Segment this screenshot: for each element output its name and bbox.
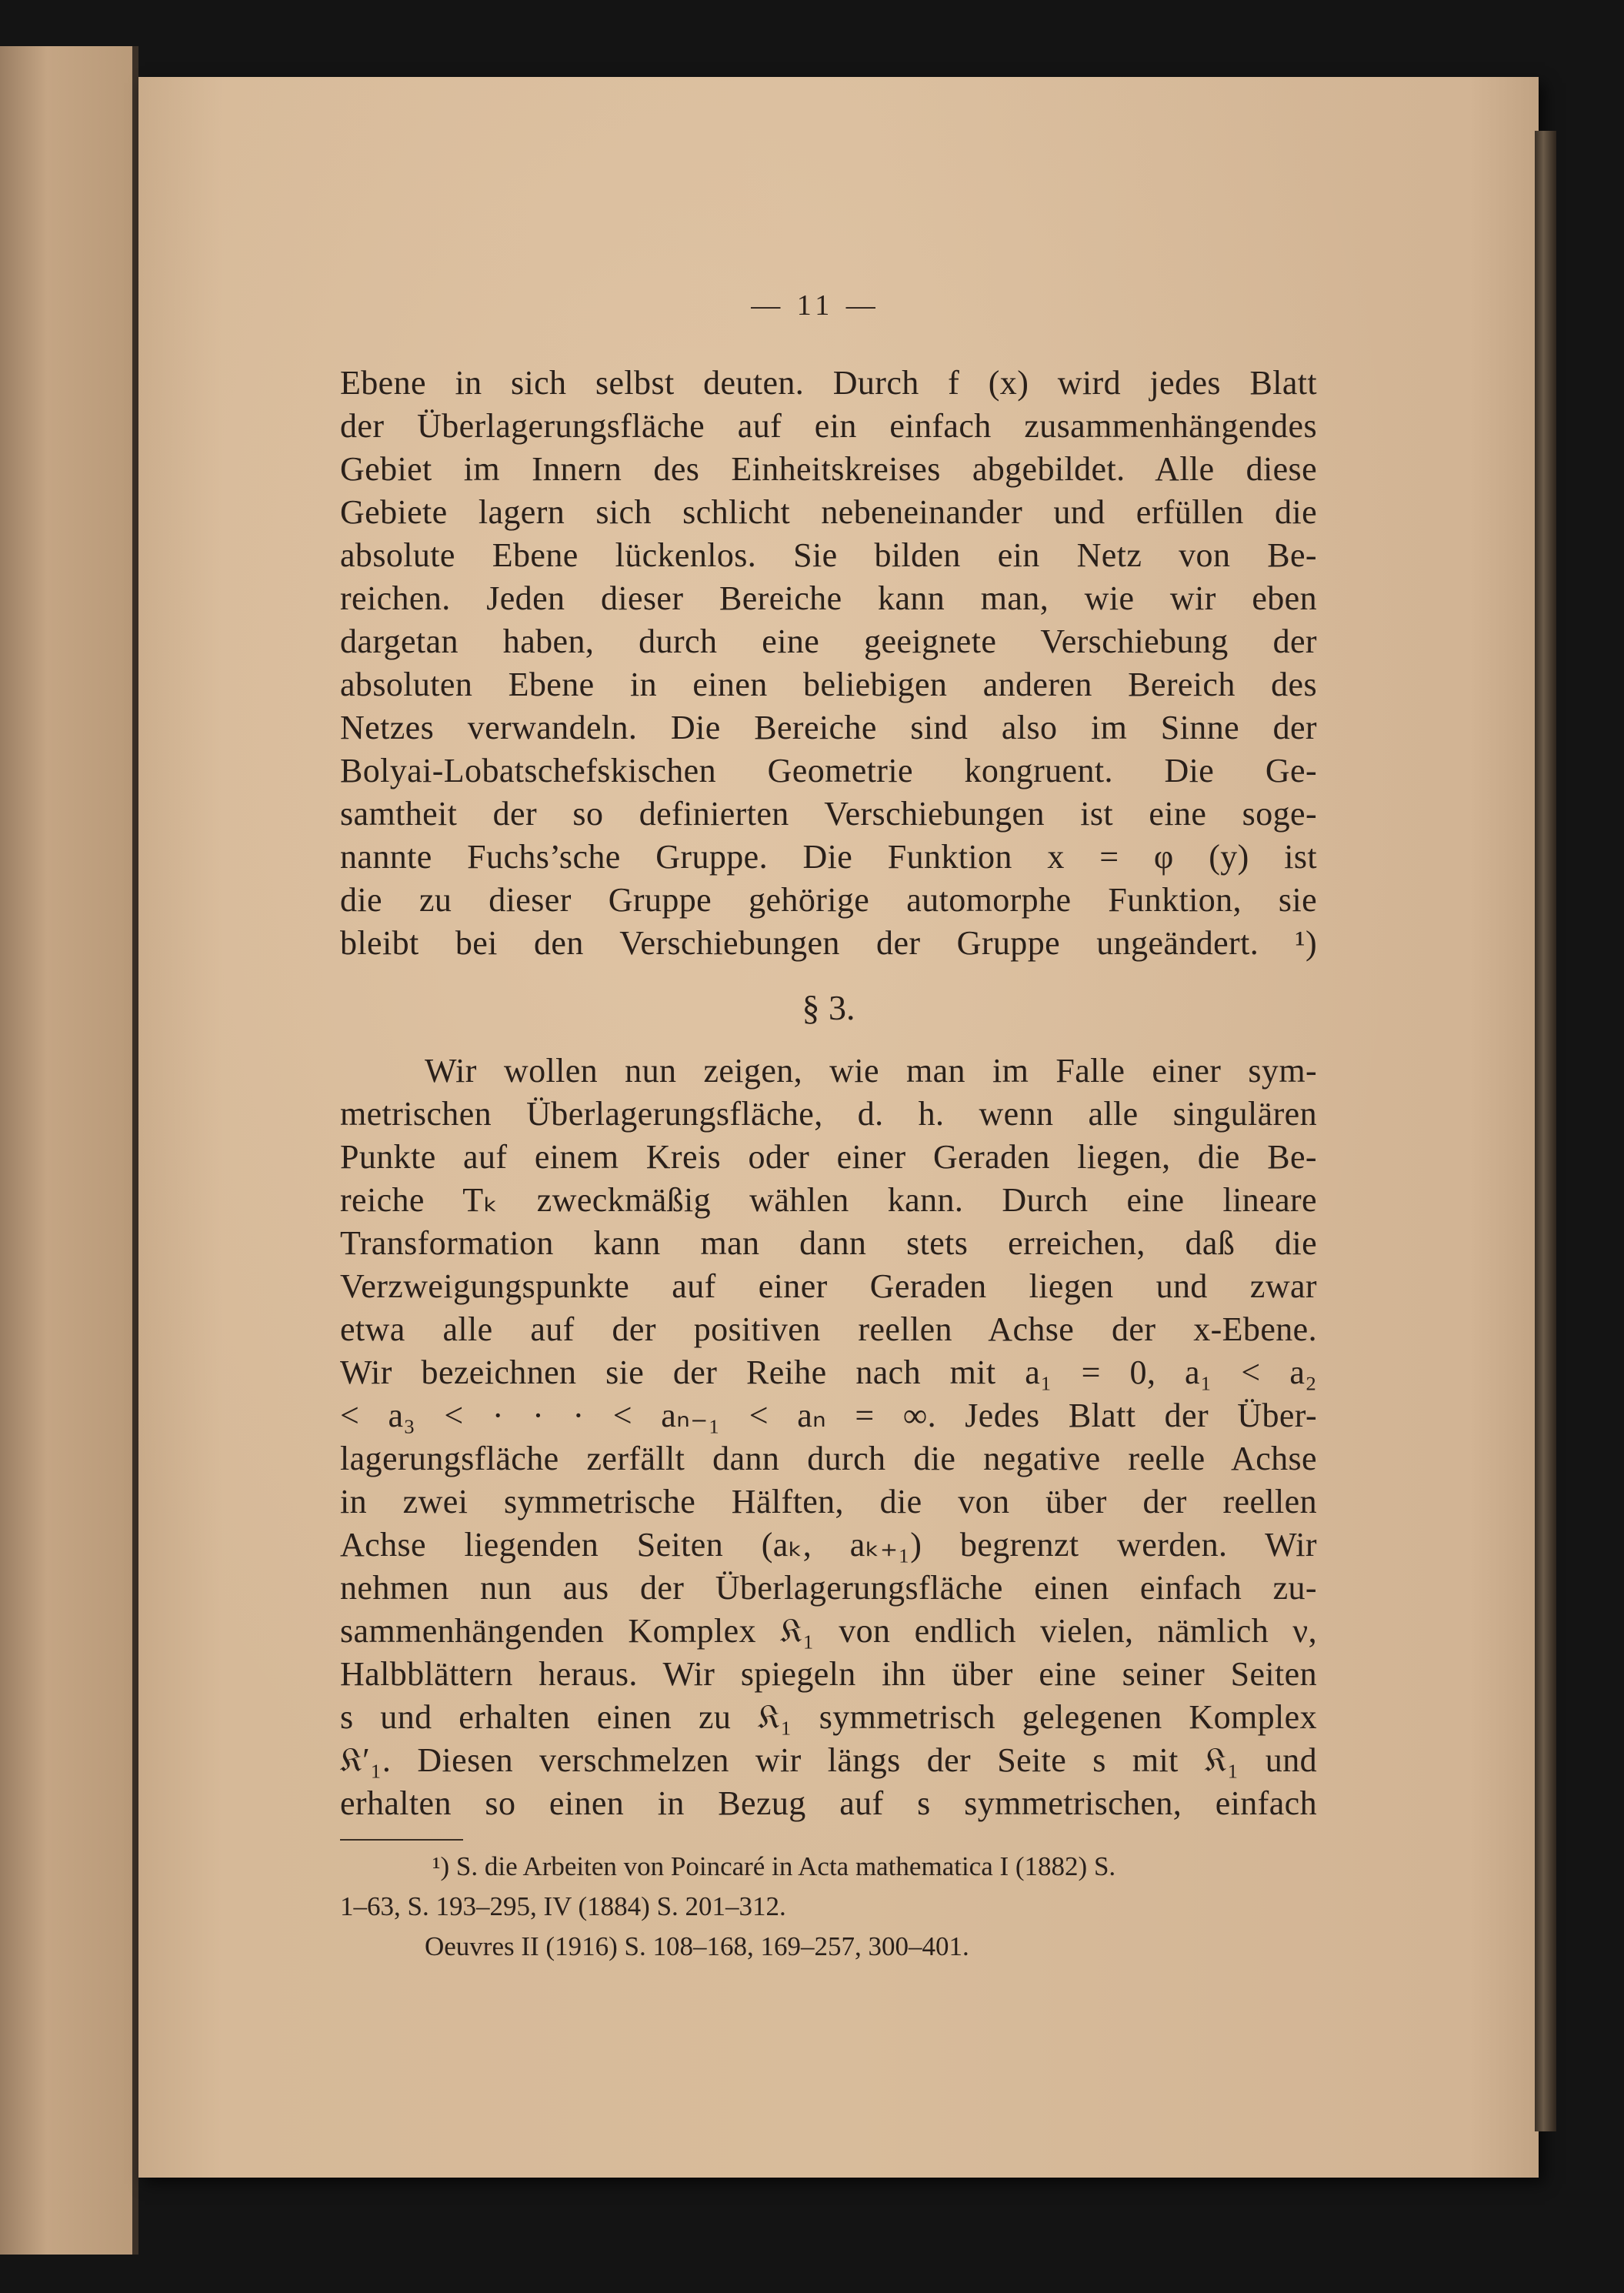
paragraph-2 bbox=[340, 1050, 1317, 1825]
text-line: sammenhängenden Komplex 𝔎₁ von endlich vielen, nämlich ν, bbox=[340, 1612, 1317, 1650]
facing-page-edge bbox=[0, 46, 135, 2255]
text-line: reiche Tₖ zweckmäßig wählen kann. Durch eine lineare bbox=[340, 1181, 1317, 1219]
text-line: Ebene in sich selbst deuten. Durch f (x) wird jedes Blatt bbox=[340, 364, 1317, 402]
text-line: Transformation kann man dann stets erreichen, daß die bbox=[340, 1224, 1317, 1262]
text-line: absoluten Ebene in einen beliebigen anderen Bereich des bbox=[340, 666, 1317, 703]
text-line: Achse liegenden Seiten (aₖ, aₖ₊₁) begrenzt werden. Wir bbox=[340, 1526, 1317, 1564]
text-line: Verzweigungspunkte auf einer Geraden liegen und zwar bbox=[340, 1267, 1317, 1305]
text-line: Wir wollen nun zeigen, wie man im Falle einer sym- bbox=[425, 1052, 1317, 1090]
text-line: Bolyai-Lobatschefskischen Geometrie kongruent. Die Ge- bbox=[340, 752, 1317, 789]
text-line: die zu dieser Gruppe gehörige automorphe Funktion, sie bbox=[340, 881, 1317, 919]
footnote-line: Oeuvres II (1916) S. 108–168, 169–257, 300–401. bbox=[425, 1931, 969, 1961]
text-line: Halbblättern heraus. Wir spiegeln ihn über eine seiner Seiten bbox=[340, 1655, 1317, 1693]
text-line: nannte Fuchs’sche Gruppe. Die Funktion x = φ (y) ist bbox=[340, 838, 1317, 876]
text-line: 𝔎′₁. Diesen verschmelzen wir längs der Seite s mit 𝔎₁ und bbox=[340, 1741, 1317, 1779]
text-line: nehmen nun aus der Überlagerungsfläche einen einfach zu- bbox=[340, 1569, 1317, 1607]
book-gutter bbox=[132, 46, 138, 2255]
footnote-line: ¹) S. die Arbeiten von Poincaré in Acta mathematica I (1882) S. bbox=[432, 1851, 1116, 1881]
text-line: Gebiete lagern sich schlicht nebeneinander und erfüllen die bbox=[340, 493, 1317, 531]
paragraph-1 bbox=[340, 362, 1317, 965]
text-line: der Überlagerungsfläche auf ein einfach zusammenhängendes bbox=[340, 407, 1317, 445]
text-line: in zwei symmetrische Hälften, die von über der reellen bbox=[340, 1483, 1317, 1520]
text-line: Gebiet im Innern des Einheitskreises abgebildet. Alle diese bbox=[340, 450, 1317, 488]
text-line: < a₃ < · · · < aₙ₋₁ < aₙ = ∞. Jedes Blatt der Über- bbox=[340, 1397, 1317, 1434]
text-line: Netzes verwandeln. Die Bereiche sind also im Sinne der bbox=[340, 709, 1317, 746]
text-line: erhalten so einen in Bezug auf s symmetrischen, einfach bbox=[340, 1784, 1317, 1822]
text-line: s und erhalten einen zu 𝔎₁ symmetrisch gelegenen Komplex bbox=[340, 1698, 1317, 1736]
section-heading: § 3. bbox=[802, 988, 855, 1027]
text-line: etwa alle auf der positiven reellen Achse der x-Ebene. bbox=[340, 1310, 1317, 1348]
footnote bbox=[340, 1847, 1317, 1967]
page-number: — 11 — bbox=[751, 289, 880, 322]
text-line: dargetan haben, durch eine geeignete Verschiebung der bbox=[340, 622, 1317, 660]
text-line: bleibt bei den Verschiebungen der Gruppe ungeändert. ¹) bbox=[340, 924, 1317, 962]
page-stack-edge bbox=[1535, 131, 1556, 2131]
text-line: reichen. Jeden dieser Bereiche kann man, wie wir eben bbox=[340, 579, 1317, 617]
text-line: absolute Ebene lückenlos. Sie bilden ein Netz von Be- bbox=[340, 536, 1317, 574]
text-line: metrischen Überlagerungsfläche, d. h. wenn alle singulären bbox=[340, 1095, 1317, 1133]
text-line: lagerungsfläche zerfällt dann durch die negative reelle Achse bbox=[340, 1440, 1317, 1477]
text-line: Punkte auf einem Kreis oder einer Geraden liegen, die Be- bbox=[340, 1138, 1317, 1176]
text-line: Wir bezeichnen sie der Reihe nach mit a₁ = 0, a₁ < a₂ bbox=[340, 1353, 1317, 1391]
footnote-line: 1–63, S. 193–295, IV (1884) S. 201–312. bbox=[340, 1891, 786, 1921]
text-line: samtheit der so definierten Verschiebungen ist eine soge- bbox=[340, 795, 1317, 833]
footnote-rule bbox=[340, 1839, 463, 1841]
page-text bbox=[340, 277, 1317, 1967]
